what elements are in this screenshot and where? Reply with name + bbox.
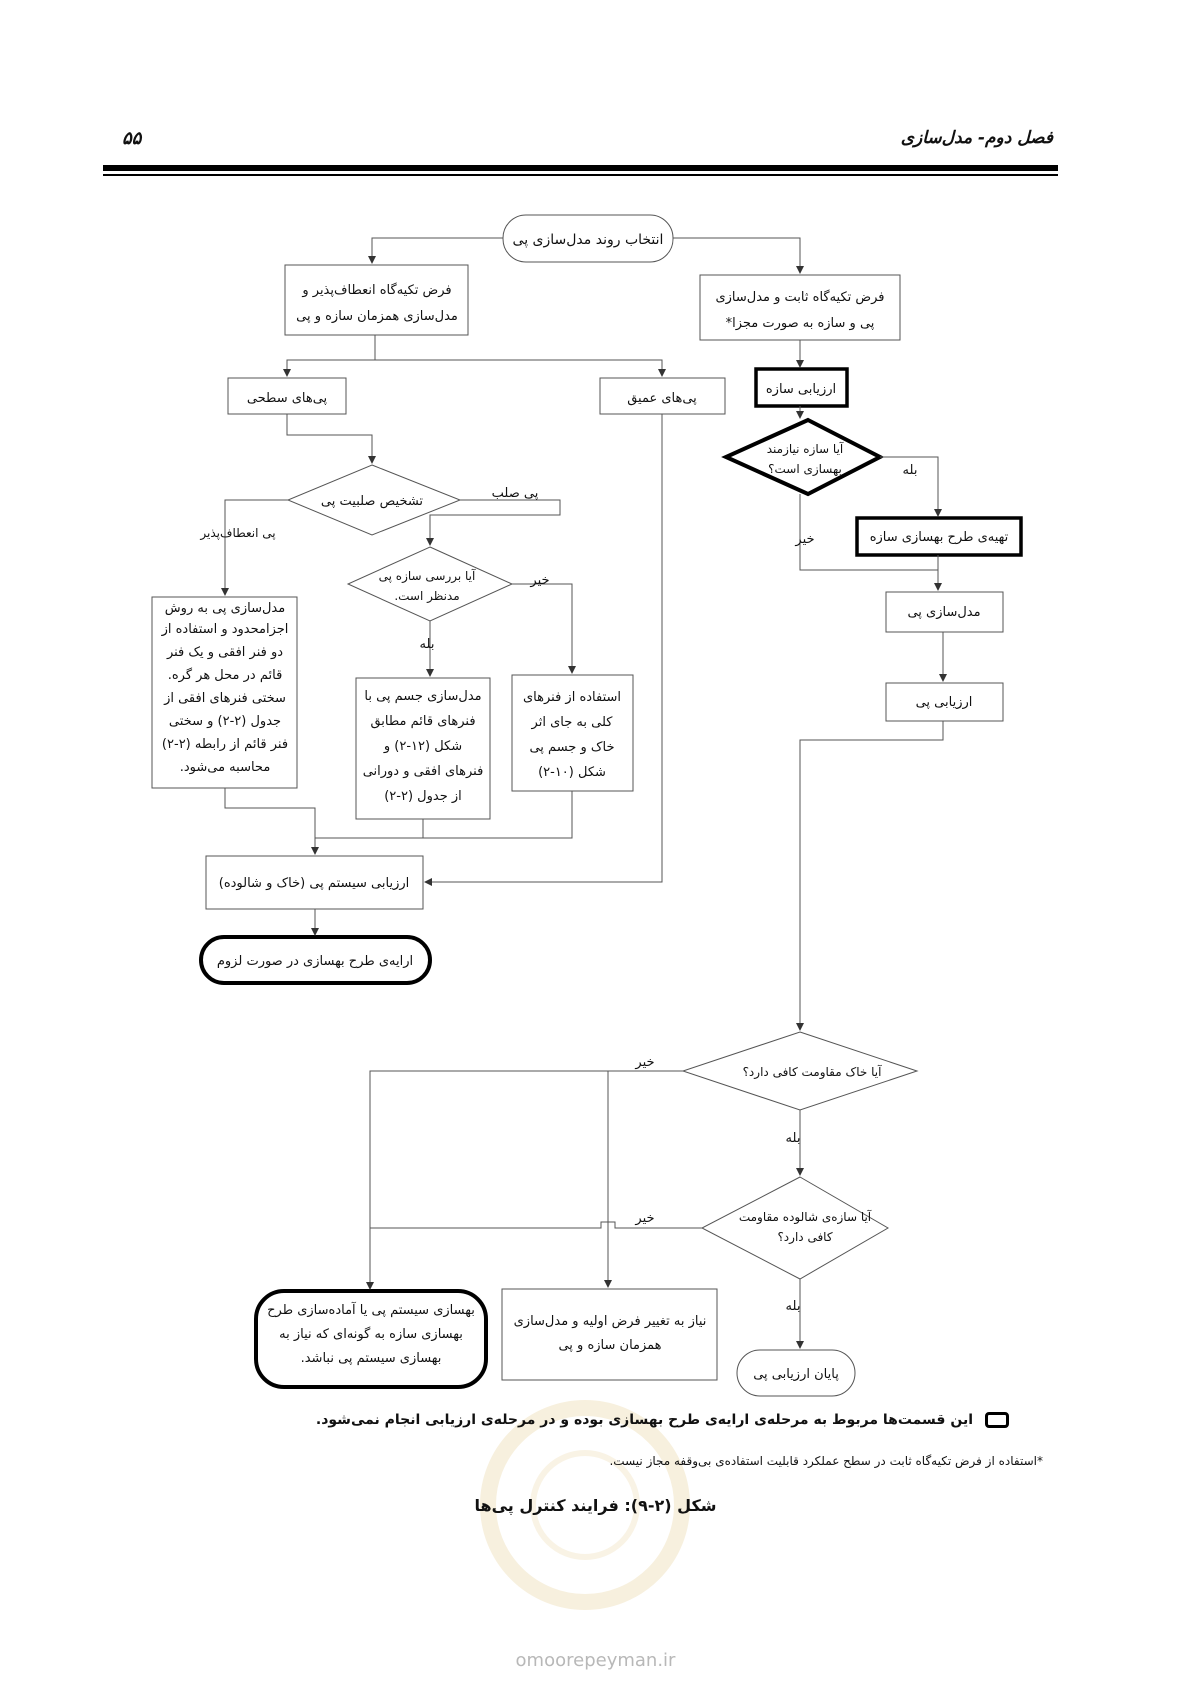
- rigidity-check-label: تشخیص صلبیت پی: [320, 494, 424, 509]
- needs-retrofit-line1: آیا سازه نیازمند: [766, 442, 844, 456]
- rigid-body-line3: شکل (۱۲-۲) و: [383, 739, 463, 754]
- lumped-model-line3: دو فنر افقی و یک فنر: [166, 645, 284, 660]
- global-springs-line4: شکل (۱۰-۲): [538, 765, 606, 780]
- rigid-foundation-label: پی صلب: [491, 486, 539, 501]
- deep-foundations-label: پی‌های عمیق: [627, 391, 697, 406]
- retrofit-design-label: تهیه‌ی طرح بهسازی سازه: [869, 530, 1009, 545]
- needs-retrofit-decision: [726, 420, 880, 494]
- chapter-title: فصل دوم- مدل‌سازی: [900, 128, 1053, 148]
- no-label-retrofit: خیر: [795, 532, 815, 547]
- foundation-review-decision: [348, 547, 512, 621]
- structure-evaluation-label: ارزیابی سازه: [765, 382, 837, 397]
- fixed-assumption-line1: فرض تکیه‌گاه ثابت و مدل‌سازی: [715, 290, 885, 305]
- lumped-model-line5: سختی فنرهای افقی از: [164, 691, 286, 706]
- fixed-assumption-line2: پی و سازه به صورت مجزا*: [725, 316, 875, 331]
- foundation-review-line1: آیا بررسی سازه پی: [378, 569, 476, 583]
- foundation-evaluation-label: ارزیابی پی: [915, 695, 973, 710]
- yes-label-review: بله: [419, 637, 435, 652]
- shallow-foundations-label: پی‌های سطحی: [246, 391, 328, 406]
- yes-label-retrofit: بله: [902, 463, 918, 478]
- soil-strength-label: آیا خاک مقاومت کافی دارد؟: [742, 1065, 882, 1079]
- bold-box-legend-icon: [985, 1412, 1009, 1428]
- rigid-body-line1: مدل‌سازی جسم پی با: [364, 689, 482, 704]
- foundation-modeling-label: مدل‌سازی پی: [907, 605, 981, 620]
- no-label-review: خیر: [530, 573, 550, 588]
- change-assumption-box: [502, 1289, 717, 1380]
- change-assumption-line1: نیاز به تغییر فرض اولیه و مدل‌سازی: [513, 1314, 707, 1329]
- page-number: ۵۵: [122, 128, 142, 149]
- flexible-foundation-label: پی انعطاف‌پذیر: [200, 526, 276, 540]
- no-label-footing: خیر: [635, 1211, 655, 1226]
- legend-note: این قسمت‌ها مربوط به مرحله‌ی ارایه‌ی طرح بهسازی بوده و در مرحله‌ی ارزیابی انجام نمی‌شود.: [315, 1412, 973, 1428]
- footing-strength-decision: [702, 1177, 888, 1279]
- global-springs-line1: استفاده از فنرهای: [522, 690, 622, 705]
- lumped-model-line8: محاسبه می‌شود.: [179, 760, 271, 775]
- flexible-assumption-line2: مدل‌سازی همزمان سازه و پی: [296, 309, 458, 324]
- figure-caption: شکل (۲-۹): فرایند کنترل پی‌ها: [474, 1496, 717, 1515]
- global-springs-line3: خاک و جسم پی: [529, 740, 615, 755]
- yes-label-footing: بله: [785, 1299, 801, 1314]
- retrofit-system-line1: بهسازی سیستم پی یا آماده‌سازی طرح: [267, 1303, 475, 1318]
- retrofit-system-line3: بهسازی سیستم پی نباشد.: [300, 1351, 442, 1366]
- end-evaluation-label: پایان ارزیابی پی: [753, 1367, 839, 1382]
- needs-retrofit-line2: بهسازی است؟: [768, 462, 842, 476]
- foundation-review-line2: مدنظر است.: [394, 589, 460, 603]
- lumped-model-line4: قائم در محل هر گره.: [167, 668, 283, 683]
- lumped-model-line1: مدل‌سازی پی به روش: [164, 601, 286, 616]
- lumped-model-line6: جدول (۲-۲) و سختی: [168, 714, 282, 729]
- rigid-body-line2: فنرهای قائم مطابق: [370, 714, 476, 729]
- lumped-model-line7: فنر قائم از رابطه (۲-۲): [161, 737, 289, 752]
- footnote: *استفاده از فرض تکیه‌گاه ثابت در سطح عملکرد قابلیت استفاده‌ی بی‌وقفه مجاز نیست.: [609, 1454, 1043, 1468]
- footing-strength-line2: کافی دارد؟: [777, 1230, 833, 1244]
- change-assumption-line2: همزمان سازه و پی: [558, 1338, 662, 1353]
- global-springs-line2: کلی به جای اثر: [531, 715, 613, 730]
- rigid-body-line5: از جدول (۲-۲): [384, 789, 462, 804]
- no-label-soil: خیر: [635, 1055, 655, 1070]
- system-evaluation-label: ارزیابی سیستم پی (خاک و شالوده): [218, 876, 410, 891]
- watermark-url: omoorepeyman.ir: [515, 1650, 676, 1671]
- retrofit-system-line2: بهسازی سازه به گونه‌ای که نیاز به: [279, 1327, 463, 1342]
- footing-strength-line1: آیا سازه‌ی شالوده مقاومت: [738, 1210, 872, 1224]
- rigid-body-line4: فنرهای افقی و دورانی: [362, 764, 484, 779]
- flexible-assumption-line1: فرض تکیه‌گاه انعطاف‌پذیر و: [302, 283, 452, 298]
- start-label: انتخاب روند مدل‌سازی پی: [512, 232, 664, 248]
- present-retrofit-label: ارایه‌ی طرح بهسازی در صورت لزوم: [216, 954, 414, 969]
- flexible-assumption-box: [285, 265, 468, 335]
- lumped-model-line2: اجزامحدود و استفاده از: [161, 622, 289, 637]
- yes-label-soil: بله: [785, 1131, 801, 1146]
